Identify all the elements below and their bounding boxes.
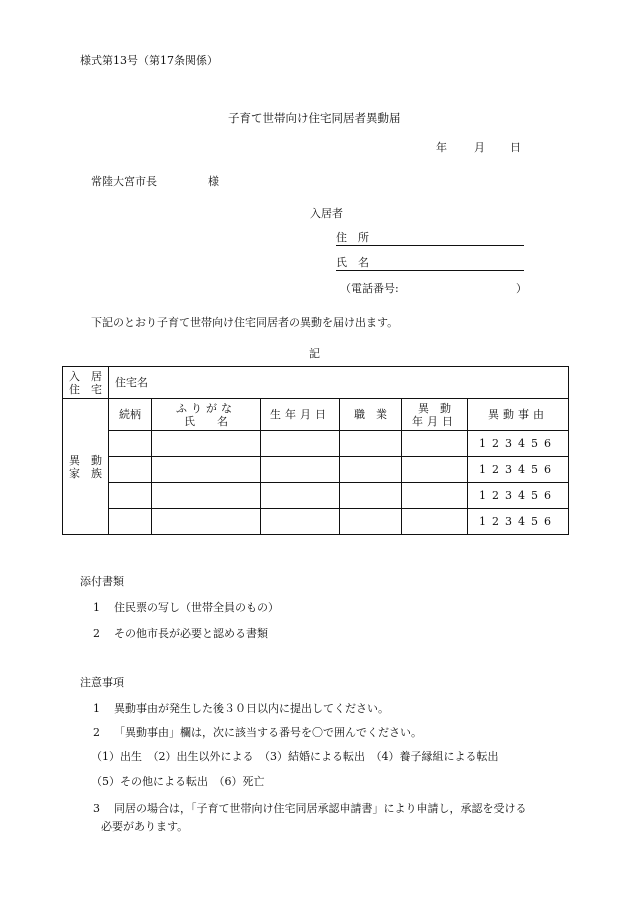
date-year-label: 年 [436,141,447,154]
header-reason: 異動事由 [468,399,569,431]
name-cell[interactable] [152,457,261,483]
residence-name-cell[interactable] [109,367,569,399]
table-row [63,483,569,509]
name-cell[interactable] [152,483,261,509]
header-birthdate: 生年月日 [261,399,340,431]
phone-field[interactable] [340,280,399,296]
birthdate-cell[interactable] [261,431,340,457]
date-month-label: 月 [474,141,485,154]
change-date-cell[interactable] [402,483,468,509]
relation-cell[interactable] [109,483,152,509]
name-cell[interactable] [152,509,261,535]
note-text: 異動事由が発生した後３０日以内に提出してください。 [114,702,389,715]
note-num: 2 [93,726,100,739]
change-date-cell[interactable] [402,457,468,483]
family-label-2: 家 族 [69,466,102,480]
change-date-cell[interactable] [402,431,468,457]
reason-options[interactable]: 123456 [468,483,569,509]
date-day-label: 日 [510,141,521,154]
table-row [63,431,569,457]
phone-close: ） [516,282,527,295]
occupation-cell[interactable] [340,457,402,483]
name-field[interactable] [336,254,524,271]
reason-options[interactable]: 123456 [468,509,569,535]
relation-cell[interactable] [109,431,152,457]
address-field[interactable] [336,229,524,246]
relation-cell[interactable] [109,457,152,483]
intro-text: 下記のとおり子育て世帯向け住宅同居者の異動を届け出ます。 [91,316,399,329]
list-item [93,700,389,716]
header-change-date-1: 異 動 [418,401,451,415]
reason-options[interactable]: 123456 [468,431,569,457]
address-label: 住 所 [336,229,524,246]
name-cell[interactable] [152,431,261,457]
attachments-heading: 添付書類 [80,575,124,588]
birthdate-cell[interactable] [261,509,340,535]
header-name-text: 氏 名 [184,414,228,428]
reasons-line-2: （5）その他による転出 （6）死亡 [91,775,265,788]
note-num: 3 [93,802,100,815]
table-row [63,457,569,483]
occupation-cell[interactable] [340,431,402,457]
header-name [152,399,261,431]
header-occupation: 職 業 [340,399,402,431]
note-num: 1 [93,702,100,715]
list-item [93,800,527,816]
table-row [63,509,569,535]
form-title: 子育て世帯向け住宅同居者異動届 [228,111,401,125]
header-change-date [402,399,468,431]
header-name-furigana: ふりがな [176,401,236,415]
change-date-cell[interactable] [402,509,468,535]
notes-heading: 注意事項 [80,676,124,689]
list-item [93,599,279,615]
attachment-num: 2 [93,627,100,640]
name-label: 氏 名 [336,254,524,271]
addressee-honorific: 様 [208,175,219,188]
note-text-continued: 必要があります。 [101,820,189,833]
reasons-line-1: （1）出生 （2）出生以外による （3）結婚による転出 （4）養子縁組による転出 [91,750,499,763]
birthdate-cell[interactable] [261,457,340,483]
note-text: 「異動事由」欄は，次に該当する番号を〇で囲んでください。 [114,726,422,739]
relation-cell[interactable] [109,509,152,535]
family-change-table [62,366,569,535]
birthdate-cell[interactable] [261,483,340,509]
attachment-text: その他市長が必要と認める書類 [114,627,268,640]
applicant-heading: 入居者 [310,207,343,220]
reason-options[interactable]: 123456 [468,457,569,483]
residence-label-1: 入 居 [69,369,102,383]
form-number: 様式第13号（第17条関係） [80,54,218,67]
family-label-1: 異 動 [69,453,102,467]
residence-name-label: 住宅名 [115,376,148,389]
note-text: 同居の場合は，「子育て世帯向け住宅同居承認申請書」により申請し，承認を受ける [114,802,527,815]
header-relation: 続柄 [109,399,152,431]
list-item [93,625,268,641]
occupation-cell[interactable] [340,509,402,535]
occupation-cell[interactable] [340,483,402,509]
ki-label: 記 [309,347,320,360]
list-item [93,724,422,740]
residence-label-cell [63,367,109,399]
phone-label: （電話番号: [340,282,399,295]
family-label-cell [63,399,109,535]
attachment-text: 住民票の写し（世帯全員のもの） [114,601,279,614]
attachment-num: 1 [93,601,100,614]
header-change-date-2: 年月日 [412,414,457,428]
residence-label-2: 住 宅 [69,382,102,396]
addressee-name: 常陸大宮市長 [91,175,157,188]
